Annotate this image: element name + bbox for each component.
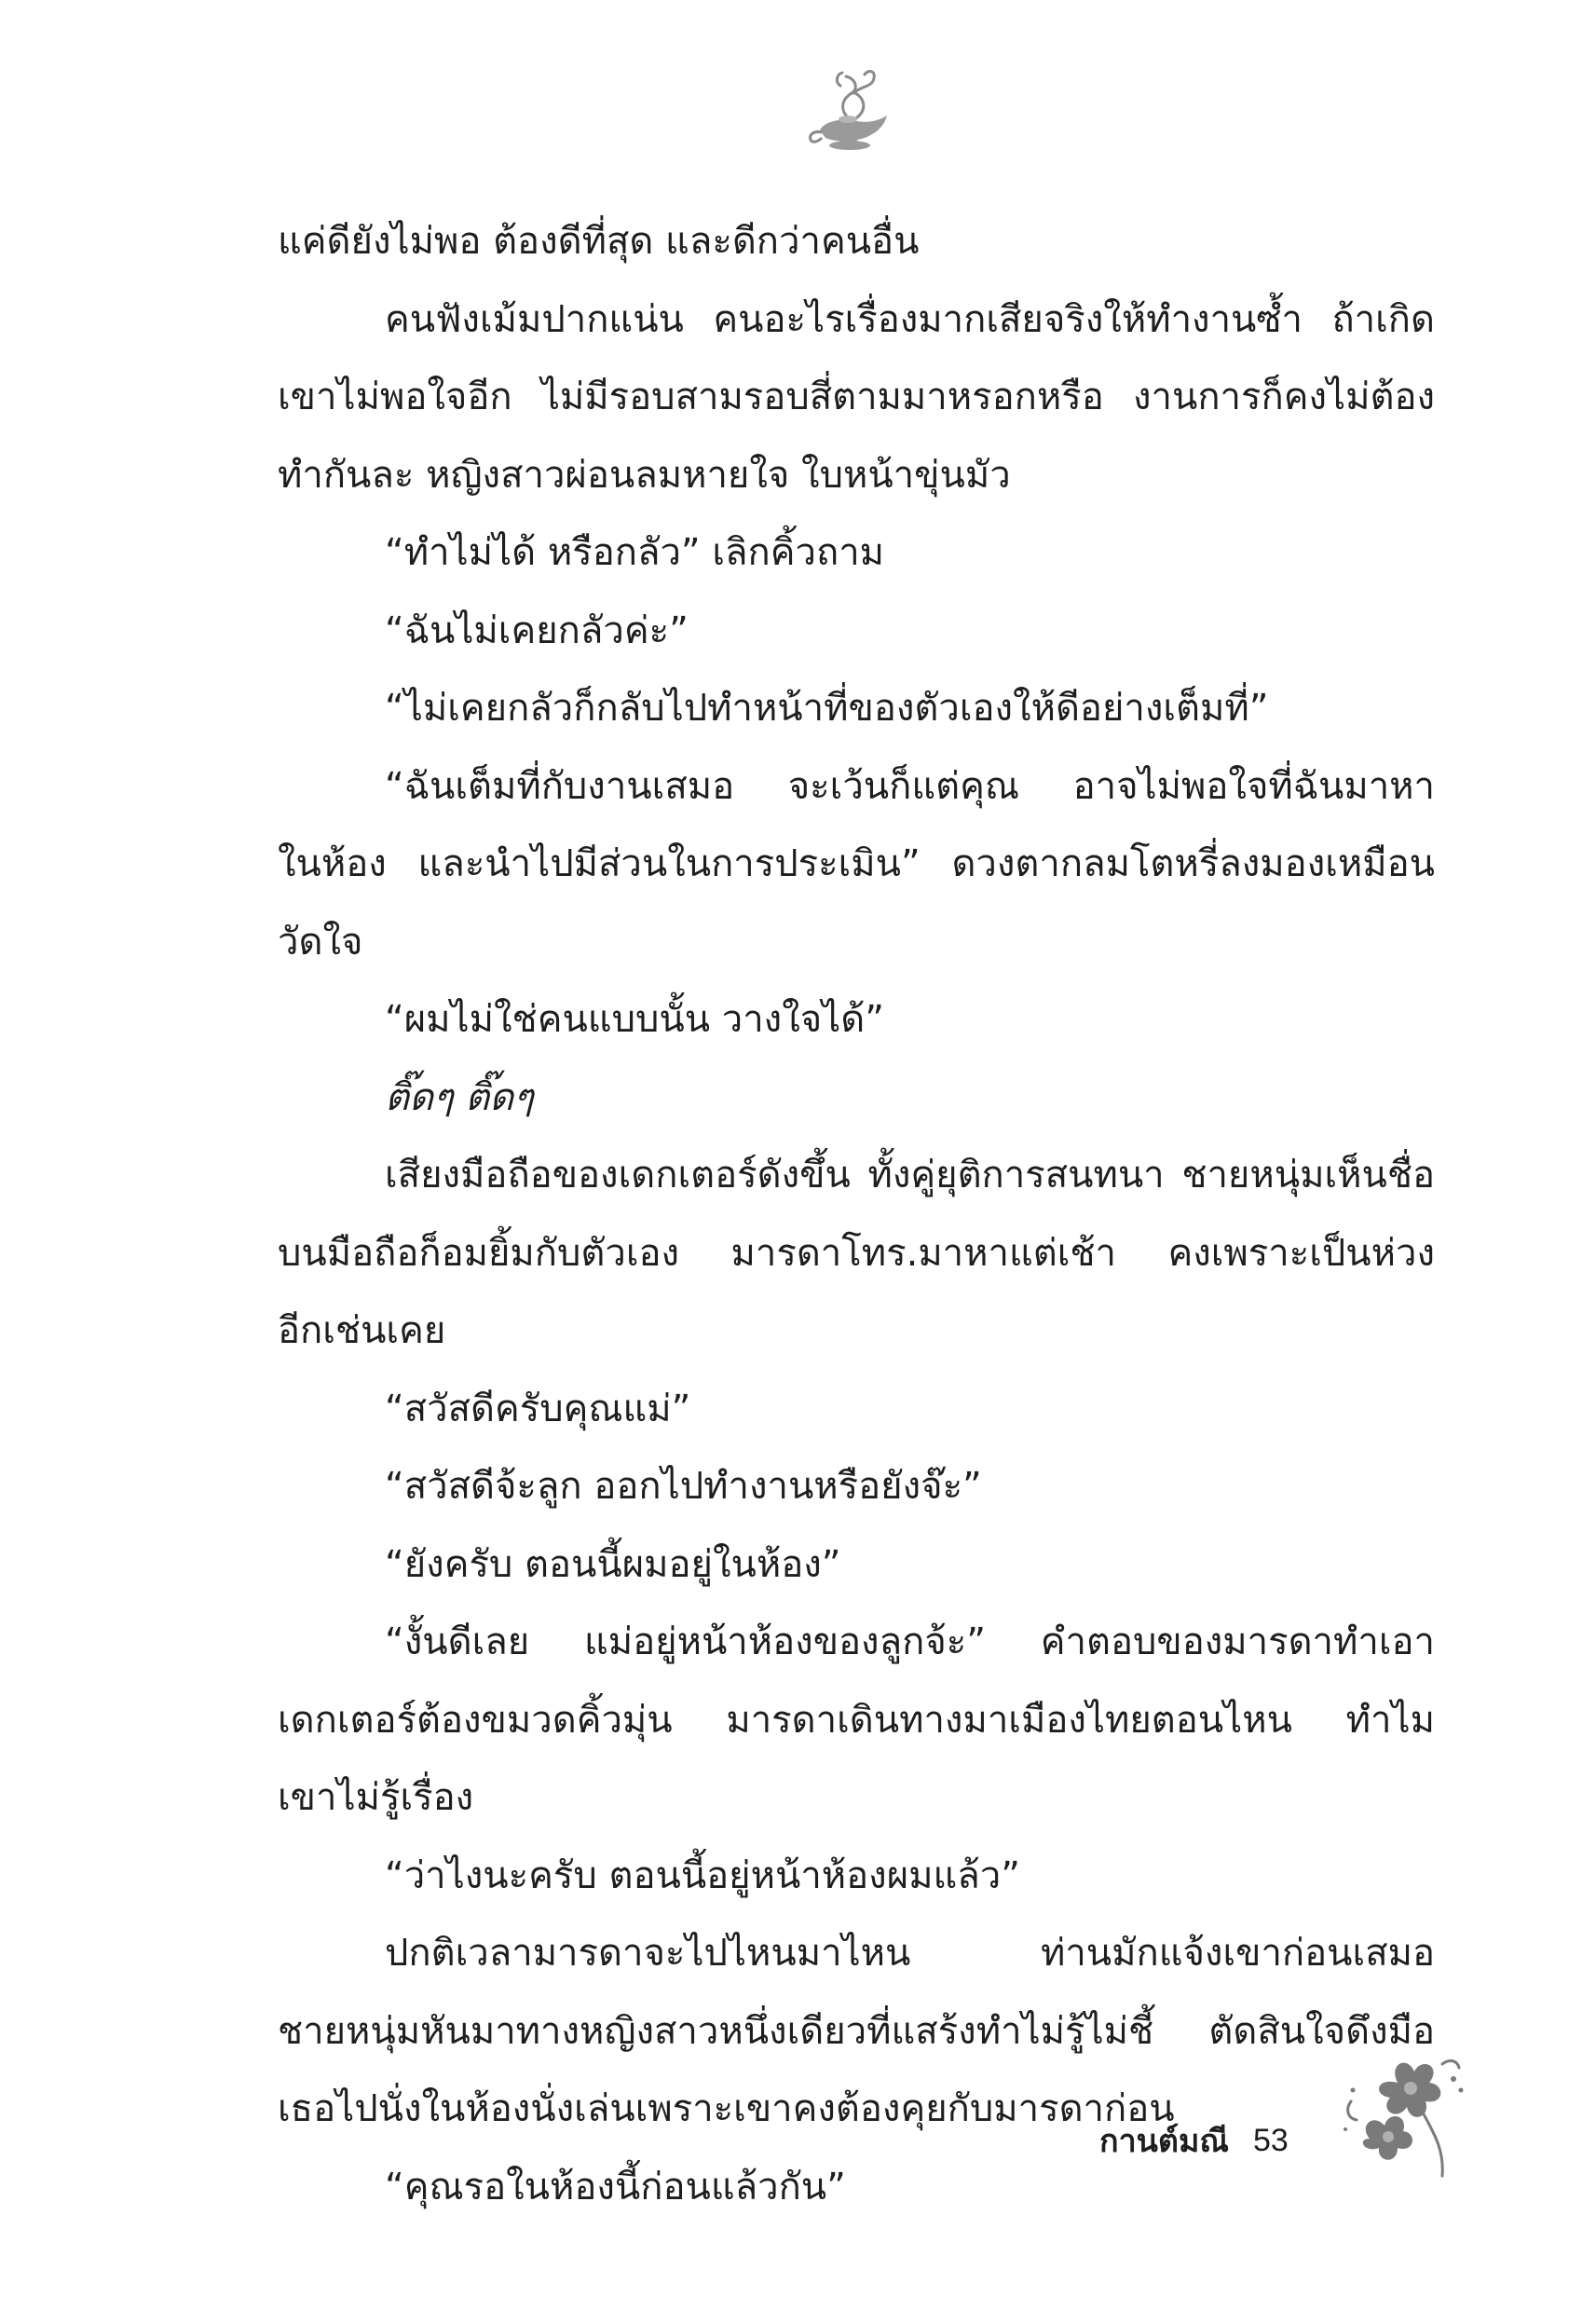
- text-line: ชายหนุ่มหันมาทางหญิงสาวหนึ่งเดียวที่แสร้งทำไม่รู้ไม่ชี้ ตัดสินใจดึงมือ: [278, 2009, 1435, 2053]
- text-line: เขาไม่รู้เรื่อง: [278, 1776, 474, 1819]
- text-line: แค่ดียังไม่พอ ต้องดีที่สุด และดีกว่าคนอื่น: [278, 220, 920, 263]
- text-line: “งั้นดีเลย แม่อยู่หน้าห้องของลูกจ้ะ” คำตอบของมารดาทำเอา: [385, 1620, 1435, 1663]
- text-line: “ผมไม่ใช่คนแบบนั้น วางใจได้”: [385, 998, 884, 1041]
- magic-lamp-icon: [801, 65, 904, 168]
- text-line: ทำกันละ หญิงสาวผ่อนลมหายใจ ใบหน้าขุ่นมัว: [278, 453, 1011, 497]
- text-line: อีกเช่นเคย: [278, 1309, 446, 1352]
- text-line: บนมือถือก็อมยิ้มกับตัวเอง มารดาโทร.มาหาแต่เช้า คงเพราะเป็นห่วง: [278, 1231, 1435, 1275]
- text-line: “สวัสดีจ้ะลูก ออกไปทำงานหรือยังจ๊ะ”: [385, 1465, 982, 1508]
- page-number: 53: [1252, 2122, 1289, 2158]
- text-line: เสียงมือถือของเดกเตอร์ดังขึ้น ทั้งคู่ยุติการสนทนา ชายหนุ่มเห็นชื่อ: [385, 1154, 1435, 1197]
- text-line: “สวัสดีครับคุณแม่”: [385, 1387, 691, 1430]
- text-line: ในห้อง และนำไปมีส่วนในการประเมิน” ดวงตากลมโตหรี่ลงมองเหมือน: [278, 842, 1435, 885]
- text-line: ติ๊ดๆ ติ๊ดๆ: [385, 1075, 534, 1119]
- page-footer: [1099, 2108, 1289, 2173]
- text-line: “ฉันไม่เคยกลัวค่ะ”: [385, 609, 689, 652]
- text-line: คนฟังเม้มปากแน่น คนอะไรเรื่องมากเสียจริงให้ทำงานซ้ำ ถ้าเกิด: [385, 297, 1435, 341]
- text-line: “ฉันเต็มที่กับงานเสมอ จะเว้นก็แต่คุณ อาจไม่พอใจที่ฉันมาหา: [385, 764, 1435, 808]
- text-line: “คุณรอในห้องนี้ก่อนแล้วกัน”: [385, 2165, 846, 2208]
- text-line: วัดใจ: [278, 920, 363, 964]
- text-line: “ยังครับ ตอนนี้ผมอยู่ในห้อง”: [385, 1542, 841, 1586]
- text-line: เธอไปนั่งในห้องนั่งเล่นเพราะเขาคงต้องคุยกับมารดาก่อน: [278, 2087, 1175, 2130]
- text-line: “ไม่เคยกลัวก็กลับไปทำหน้าที่ของตัวเองให้ดีอย่างเต็มที่”: [385, 687, 1269, 730]
- flower-ornament-icon: [1332, 2045, 1472, 2185]
- text-line: เขาไม่พอใจอีก ไม่มีรอบสามรอบสี่ตามมาหรอกหรือ งานการก็คงไม่ต้อง: [278, 376, 1435, 418]
- text-line: เดกเตอร์ต้องขมวดคิ้วมุ่น มารดาเดินทางมาเมืองไทยตอนไหน ทำไม: [278, 1698, 1435, 1742]
- text-line: “ว่าไงนะครับ ตอนนี้อยู่หน้าห้องผมแล้ว”: [385, 1853, 1020, 1897]
- text-line: ปกติเวลามารดาจะไปไหนมาไหน ท่านมักแจ้งเขาก่อนเสมอ: [385, 1932, 1435, 1975]
- book-title: กานต์มณี: [1099, 2123, 1229, 2160]
- page-body: [278, 203, 1435, 2226]
- text-line: “ทำไม่ได้ หรือกลัว” เลิกคิ้วถาม: [385, 531, 885, 574]
